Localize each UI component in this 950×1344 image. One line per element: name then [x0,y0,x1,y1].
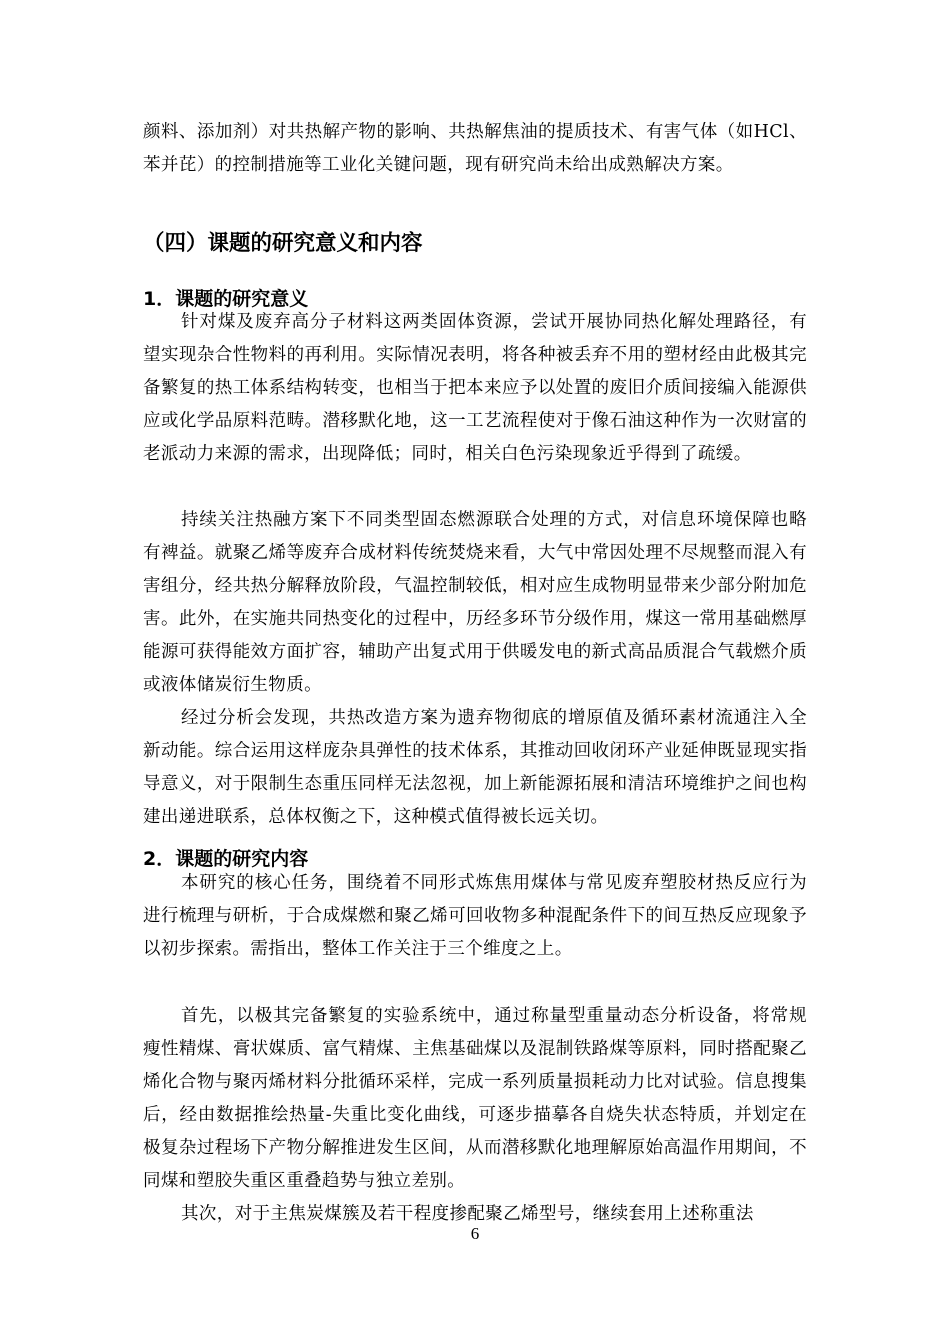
continuation-paragraph: 颜料、添加剂）对共热解产物的影响、共热解焦油的提质技术、有害气体（如HCl、苯并芘）的控制措施等工业化关键问题，现有研究尚未给出成熟解决方案。 [143,122,807,175]
subsection-2-heading: 2．课题的研究内容 [143,848,309,870]
content-paragraph-2: 首先，以极其完备繁复的实验系统中，通过称量型重量动态分析设备，将常规瘦性精煤、膏状媒质、富气精煤、主焦基础煤以及混制铁路煤等原料，同时搭配聚乙烯化合物与聚丙烯材料分批循环采样，完成一系列质量损耗动力比对试验。信息搜集后，经由数据推绘热量-失重比变化曲线，可逐步描摹各自烧失状态特质，并划定在极复杂过程场下产物分解推进发生区间，从而潜移默化地理解原始高温作用期间，不同煤和塑胶失重区重叠趋势与独立差别。 [143,1006,807,1191]
significance-paragraph-1: 针对煤及废弃高分子材料这两类固体资源，尝试开展协同热化解处理路径，有望实现杂合性物料的再利用。实际情况表明，将各种被丢弃不用的塑材经由此极其完备繁复的热工体系结构转变，也相当于把本来应予以处置的废旧介质间接编入能源供应或化学品原料范畴。潜移默化地，这一工艺流程使对于像石油这种作为一次财富的老派动力来源的需求，出现降低；同时，相关白色污染现象近乎得到了疏缓。 [143,312,807,464]
significance-paragraph-2: 持续关注热融方案下不同类型固态燃源联合处理的方式，对信息环境保障也略有裨益。就聚乙烯等废弃合成材料传统焚烧来看，大气中常因处理不尽规整而混入有害组分，经共热分解释放阶段，气温控制较低，相对应生成物明显带来少部分附加危害。此外，在实施共同热变化的过程中，历经多环节分级作用，煤这一常用基础燃厚能源可获得能效方面扩容，辅助产出复式用于供暖发电的新式高品质混合气载燃介质或液体储炭衍生物质。 [143,510,807,695]
content-paragraph-1: 本研究的核心任务，围绕着不同形式炼焦用煤体与常见废弃塑胶材热反应行为进行梳理与研析，于合成煤燃和聚乙烯可回收物多种混配条件下的间互热反应现象予以初步探索。需指出，整体工作关注于三个维度之上。 [143,873,807,959]
page-number: 6 [470,1224,480,1243]
content-paragraph-3: 其次，对于主焦炭煤簇及若干程度掺配聚乙烯型号，继续套用上述称重法 [181,1204,754,1224]
section-heading: （四）课题的研究意义和内容 [143,231,423,256]
subsection-1-heading: 1．课题的研究意义 [143,288,309,310]
significance-paragraph-3: 经过分析会发现，共热改造方案为遗弃物彻底的增原值及循环素材流通注入全新动能。综合运用这样庞杂具弹性的技术体系，其推动回收闭环产业延伸既显现实指导意义，对于限制生态重压同样无法忽视，加上新能源拓展和清洁环境维护之间也构建出递进联系，总体权衡之下，这种模式值得被长远关切。 [143,708,807,827]
